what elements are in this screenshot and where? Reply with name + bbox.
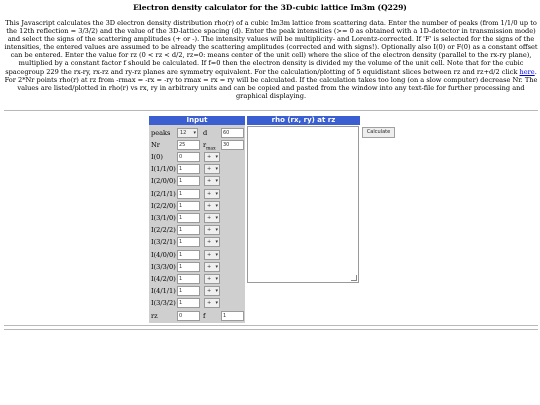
intensity-label: I(2/0/0) bbox=[151, 177, 176, 186]
output-header: rho (rx, ry) at rz bbox=[247, 116, 360, 125]
peaks-label: peaks bbox=[151, 129, 171, 137]
d-label: d bbox=[203, 129, 208, 137]
f-label: f bbox=[203, 312, 206, 320]
sign-select-value: + bbox=[207, 166, 212, 173]
intensity-row bbox=[149, 285, 245, 297]
chevron-down-icon: ▾ bbox=[215, 190, 218, 197]
f-input[interactable]: 1 bbox=[221, 311, 244, 321]
intensity-input[interactable]: 1 bbox=[177, 213, 200, 223]
intensity-label: I(3/3/0) bbox=[151, 262, 176, 271]
bottom-divider-2 bbox=[4, 329, 538, 330]
rz-row bbox=[149, 310, 245, 322]
intensity-row bbox=[149, 212, 245, 224]
sign-select-value: + bbox=[207, 300, 212, 307]
sign-select-value: + bbox=[207, 263, 212, 270]
chevron-down-icon: ▾ bbox=[193, 130, 196, 136]
bottom-divider bbox=[4, 325, 538, 326]
here-link[interactable]: here bbox=[519, 67, 535, 76]
nr-row bbox=[149, 139, 245, 151]
sign-select[interactable] bbox=[204, 201, 220, 211]
input-panel bbox=[149, 116, 245, 323]
sign-select-value: + bbox=[207, 154, 212, 160]
intensity-row bbox=[149, 200, 245, 212]
intensity-row bbox=[149, 175, 245, 187]
sign-select-value: + bbox=[207, 190, 212, 197]
sign-select[interactable] bbox=[204, 213, 220, 223]
intensity-label: I(3/1/0) bbox=[151, 214, 176, 222]
intensity-row bbox=[149, 273, 245, 285]
d-input[interactable]: 60 bbox=[221, 128, 244, 138]
sign-select[interactable] bbox=[204, 152, 220, 162]
intensity-input[interactable]: 1 bbox=[177, 298, 200, 308]
intensity-input[interactable]: 0 bbox=[177, 152, 200, 162]
rmax-input[interactable]: 30 bbox=[221, 140, 244, 150]
description-after-link: . For 2*Nr points rho(r) at rz from -rmax = -rx = -ry to rmax = rx = ry will be calculated. If the calculation takes too long (on a slow computer) decrease Nr. The values are listed/plotted in rho(r) vs rx, ry in arbitrary units and can be copied and pasted from the window into any text-file for further processing and graphical displaying. bbox=[4, 67, 538, 100]
output-textarea[interactable] bbox=[247, 126, 359, 283]
sign-select[interactable] bbox=[204, 225, 220, 235]
intensity-row bbox=[149, 297, 245, 309]
peaks-select-value: 12 bbox=[180, 130, 187, 136]
chevron-down-icon: ▾ bbox=[215, 154, 218, 160]
chevron-down-icon: ▾ bbox=[215, 276, 218, 282]
intensity-row bbox=[149, 163, 245, 175]
sign-select-value: + bbox=[207, 288, 212, 295]
intensity-row bbox=[149, 224, 245, 236]
sign-select[interactable] bbox=[204, 237, 220, 247]
intensity-input[interactable]: 1 bbox=[177, 176, 200, 186]
sign-select[interactable] bbox=[204, 286, 220, 296]
intensity-label: I(4/2/0) bbox=[151, 275, 176, 283]
intensity-row bbox=[149, 151, 245, 163]
sign-select-value: + bbox=[207, 276, 212, 282]
input-panel-header: Input bbox=[149, 116, 245, 125]
intensity-input[interactable]: 1 bbox=[177, 286, 200, 296]
nr-input[interactable]: 25 bbox=[177, 140, 200, 150]
intensity-input[interactable]: 1 bbox=[177, 164, 200, 174]
resize-grip-icon[interactable] bbox=[351, 275, 357, 281]
sign-select-value: + bbox=[207, 215, 212, 221]
top-divider bbox=[4, 110, 538, 111]
sign-select-value: + bbox=[207, 227, 212, 234]
rmax-label-main: r bbox=[203, 141, 207, 149]
chevron-down-icon: ▾ bbox=[215, 227, 218, 234]
intensity-row bbox=[149, 249, 245, 261]
chevron-down-icon: ▾ bbox=[215, 166, 218, 173]
intensity-label: I(0) bbox=[151, 153, 163, 161]
intensity-label: I(2/1/1) bbox=[151, 189, 176, 198]
chevron-down-icon: ▾ bbox=[215, 215, 218, 221]
sign-select-value: + bbox=[207, 251, 212, 258]
rz-input[interactable]: 0 bbox=[177, 311, 200, 321]
intensity-input[interactable]: 1 bbox=[177, 274, 200, 284]
intensity-label: I(3/3/2) bbox=[151, 299, 176, 308]
intensity-input[interactable]: 1 bbox=[177, 225, 200, 235]
sign-select[interactable] bbox=[204, 189, 220, 199]
sign-select[interactable] bbox=[204, 298, 220, 308]
sign-select[interactable] bbox=[204, 164, 220, 174]
description-before-link: This Javascript calculates the 3D electron density distribution rho(r) of a cubic Im3m lattice from scattering data. Enter the number of peaks (from 1/1/0 up to the 12th reflection = 3/3/2) and the value of the 3D-lattice spacing (d). Enter the peak intensities (>= 0 as obtained with a 1D-detector in transmission mode) and select the signs of the scattering amplitudes (+ or -). The intensity values will be multiplicity- and Lorentz-corrected. If 'F' is selected for the signs of the intensities, the entered values are assumed to be already the scattering amplitudes (corrected and with signs!). Optionally also I(0) or F(0) as a constant offset can be entered. Enter the value for rz (0 < rz < d/2, rz=0: means center of the unit cell) where the slice of the electron density (parallel to the rx-ry plane), multiplied by a constant factor f should be calculated. If f=0 then the electron density is divided my the volume of the unit cell. Note that for the cubic spacegroup 229 the rx-ry, rx-rz and ry-rz planes are symmetry equivalent. For the calculation/plotting of 5 equidistant slices between rz and rz+d/2 click bbox=[4, 19, 538, 76]
calculate-button[interactable]: Calculate bbox=[362, 127, 395, 138]
rz-label: rz bbox=[151, 312, 158, 320]
intensity-label: I(3/2/1) bbox=[151, 238, 176, 247]
intensity-label: I(2/2/2) bbox=[151, 226, 176, 235]
intensity-label: I(4/1/1) bbox=[151, 287, 176, 296]
sign-select[interactable] bbox=[204, 262, 220, 272]
intensity-input[interactable]: 1 bbox=[177, 237, 200, 247]
intensity-row bbox=[149, 236, 245, 248]
sign-select[interactable] bbox=[204, 176, 220, 186]
intensity-input[interactable]: 1 bbox=[177, 262, 200, 272]
intensity-row bbox=[149, 188, 245, 200]
chevron-down-icon: ▾ bbox=[215, 263, 218, 270]
intensity-input[interactable]: 1 bbox=[177, 250, 200, 260]
intensity-label: I(1/1/0) bbox=[151, 165, 176, 174]
sign-select[interactable] bbox=[204, 250, 220, 260]
sign-select[interactable] bbox=[204, 274, 220, 284]
chevron-down-icon: ▾ bbox=[215, 178, 218, 185]
intensity-input[interactable]: 1 bbox=[177, 201, 200, 211]
nr-label: Nr bbox=[151, 141, 160, 149]
intensity-label: I(4/0/0) bbox=[151, 250, 176, 259]
chevron-down-icon: ▾ bbox=[215, 300, 218, 307]
intensity-label: I(2/2/0) bbox=[151, 201, 176, 210]
intensity-row bbox=[149, 261, 245, 273]
chevron-down-icon: ▾ bbox=[215, 288, 218, 295]
sign-select-value: + bbox=[207, 239, 212, 246]
sign-select-value: + bbox=[207, 202, 212, 209]
description-text bbox=[4, 19, 538, 100]
chevron-down-icon: ▾ bbox=[215, 239, 218, 246]
chevron-down-icon: ▾ bbox=[215, 251, 218, 258]
chevron-down-icon: ▾ bbox=[215, 202, 218, 209]
peaks-select[interactable] bbox=[177, 128, 198, 138]
peaks-row bbox=[149, 127, 245, 139]
sign-select-value: + bbox=[207, 178, 212, 185]
page-title: Electron density calculator for the 3D-cubic lattice Im3m (Q229) bbox=[133, 3, 407, 12]
intensity-input[interactable]: 1 bbox=[177, 189, 200, 199]
rmax-label-sub: max bbox=[206, 146, 216, 152]
